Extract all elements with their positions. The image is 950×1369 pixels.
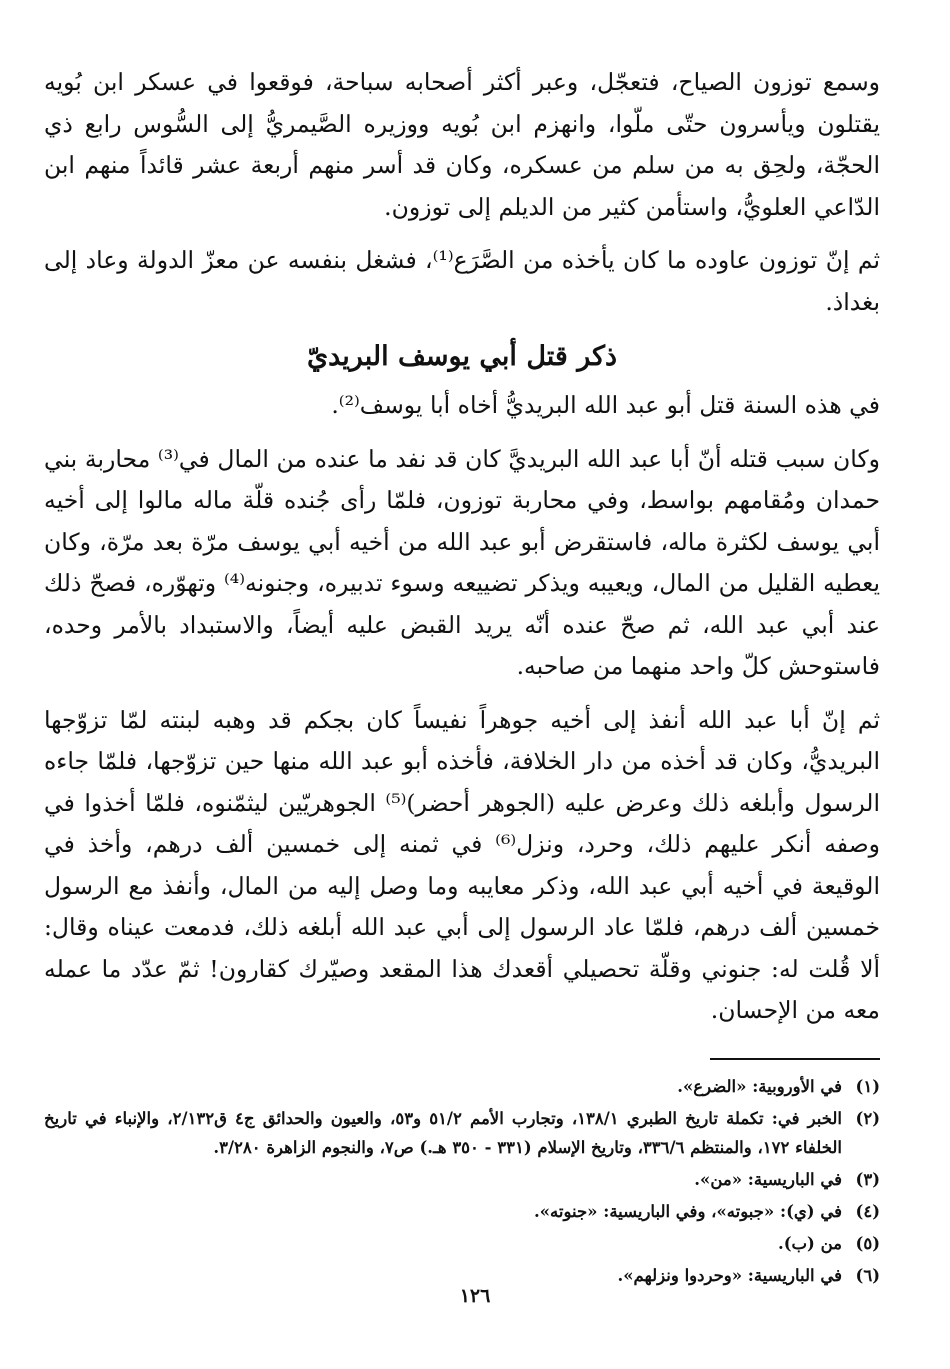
footnote-number: (٣) (855, 1169, 880, 1189)
paragraph: وكان سبب قتله أنّ أبا عبد الله البريديَّ كان قد نفد ما عنده من المال في⁽³⁾ محاربة بني حمدان ومُقامهم بواسط، وفي محاربة توزون، فلمّا رأى جُنده قلّة ماله مالوا إلى أخيه أبي يوسف لكثرة ماله، فاستقرض أبو عبد الله من أخيه أبي يوسف مرّة بعد مرّة، وكان يعطيه القليل من المال، ويعيبه ويذكر تضييعه وسوء تدبيره، وجنونه⁽⁴⁾ وتهوّره، فصحّ ذلك عند أبي عبد الله، ثم صحّ عنده أنّه يريد القبض عليه أيضاً، والاستبداد بالأمر وحده، فاستوحش كلّ واحد منهما من صاحبه. (44, 444, 880, 680)
footnote-text: من (ب). (777, 1233, 842, 1253)
footnotes (44, 1072, 880, 1290)
footnote-number: (٦) (855, 1265, 880, 1285)
footnote-text: في الباريسية: «من». (694, 1169, 842, 1189)
footnote (44, 1072, 880, 1101)
paragraph: ثم إنّ أبا عبد الله أنفذ إلى أخيه جوهراً نفيساً كان بجكم قد وهبه لبنته لمّا تزوّجها البريديُّ، وكان قد أخذه من دار الخلافة، فأخذه أبو عبد الله منها حين تزوّجها، فلمّا جاءه الرسول وأبلغه ذلك وعرض عليه (الجوهر أحضر)⁽⁵⁾ الجوهريّين ليثمّنوه، فلمّا أخذوا في وصفه أنكر عليهم ذلك، وحرد، ونزل⁽⁶⁾ في ثمنه إلى خمسين ألف درهم، وأخذ في الوقيعة في أخيه أبي عبد الله، وذكر معايبه وما وصل إليه من المال، وأنفذ مع الرسول خمسين ألف درهم، فلمّا عاد الرسول إلى أبي عبد الله أبلغه ذلك، فدمعت عيناه وقال: ألا قُلت له: جنوني وقلّة تحصيلي أقعدك هذا المقعد وصيّرك كقارون! ثمّ عدّد ما عمله معه من الإحسان. (44, 705, 880, 1024)
footnote-number: (٥) (855, 1233, 880, 1253)
footnote-number: (٢) (855, 1108, 880, 1128)
footnote (44, 1165, 880, 1194)
footnote-number: (٤) (855, 1201, 880, 1221)
footnote-text: الخبر في: تكملة تاريخ الطبري ١٣٨/١، وتجارب الأمم ٥١/٢ و٥٣، والعيون والحدائق ج٤ ق٢/١٣٢، والإنباء في تاريخ الخلفاء ١٧٢، والمنتظم ٣٣٦/٦، وتاريخ الإسلام (٣٣١ - ٣٥٠ هـ.) ص٧، والنجوم الزاهرة ٣/٢٨٠. (44, 1108, 843, 1157)
section-heading: ذكر قتل أبي يوسف البريديّ (306, 341, 618, 372)
paragraph: وسمع توزون الصياح، فتعجّل، وعبر أكثر أصحابه سباحة، فوقعوا في عسكر ابن بُويه يقتلون ويأسرون حتّى ملّوا، وانهزم ابن بُويه ووزيره الصَّيمريُّ إلى السُّوس رابع ذي الحجّة، ولحِق به من سلم من عسكره، وكان قد أسر منهم أربعة عشر قائداً منهم ابن الدّاعي العلويُّ، واستأمن كثير من الديلم إلى توزون. (44, 68, 880, 221)
footnote-text: في (ي): «جبوته»، وفي الباريسية: «جنوته». (533, 1201, 842, 1221)
footnote (44, 1104, 880, 1162)
footnote-text: في الباريسية: «وحردوا ونزلهم». (617, 1265, 842, 1285)
footnote-divider (710, 1058, 880, 1060)
paragraph: في هذه السنة قتل أبو عبد الله البريديُّ أخاه أبا يوسف⁽²⁾. (331, 391, 880, 419)
footnote-text: في الأوروبية: «الضرع». (677, 1076, 842, 1096)
main-text (44, 62, 880, 1032)
paragraph: ثم إنّ توزون عاوده ما كان يأخذه من الصَّرَع⁽¹⁾، فشغل بنفسه عن معزّ الدولة وعاد إلى بغداذ. (44, 246, 880, 316)
footnote-number: (١) (855, 1076, 880, 1096)
footnote (44, 1197, 880, 1226)
footnote (44, 1229, 880, 1258)
page-number: ١٢٦ (459, 1285, 491, 1307)
